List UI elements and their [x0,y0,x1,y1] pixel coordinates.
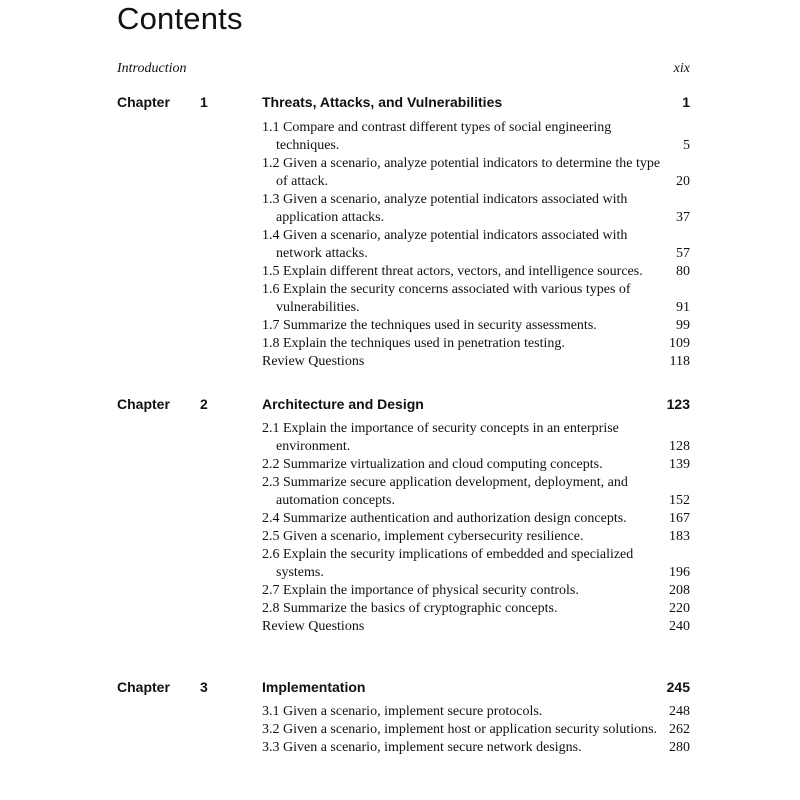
toc-entry-text: 1.6 Explain the security concerns associated with various types of vulnerabilities. [262,282,631,315]
toc-entry-page-number: 196 [669,565,690,580]
introduction-label: Introduction [117,61,187,76]
toc-entry[interactable] [262,281,690,317]
toc-entry-page-number: 109 [669,336,690,351]
toc-entry-text: Review Questions [262,354,365,369]
chapter-label: Chapter [117,94,170,110]
toc-entry[interactable] [262,618,690,636]
toc-entry-page-number: 248 [669,704,690,719]
toc-entry-text: Review Questions [262,619,365,634]
chapter-title: Implementation [262,679,366,695]
toc-entry-page-number: 80 [676,264,690,279]
toc-entry[interactable] [262,600,690,618]
toc-entry-page-number: 262 [669,722,690,737]
chapter-page-number: 1 [682,94,690,110]
toc-entry[interactable] [262,420,690,456]
toc-entry-page-number: 91 [676,300,690,315]
toc-entry-page-number: 128 [669,439,690,454]
toc-entry[interactable] [262,263,690,281]
toc-entry[interactable] [262,119,690,155]
toc-entry[interactable] [262,528,690,546]
toc-entry-page-number: 220 [669,601,690,616]
chapter-title: Threats, Attacks, and Vulnerabilities [262,94,503,110]
toc-entry[interactable] [262,335,690,353]
toc-entry-page-number: 280 [669,740,690,755]
chapter-number: 3 [200,679,208,695]
toc-entry-page-number: 183 [669,529,690,544]
toc-entry-page-number: 118 [669,354,690,369]
toc-entry-text: 2.6 Explain the security implications of embedded and specialized systems. [262,547,634,580]
chapter-3-heading[interactable] [117,679,690,699]
toc-entry-page-number: 139 [669,457,690,472]
toc-entry-page-number: 5 [683,138,690,153]
toc-entry-page-number: 208 [669,583,690,598]
toc-entry-text: 1.4 Given a scenario, analyze potential indicators associated with network attacks. [262,228,628,261]
chapter-page-number: 123 [666,396,690,412]
toc-entry[interactable] [262,353,690,371]
toc-entry-text: 1.8 Explain the techniques used in penetration testing. [262,336,565,351]
toc-entry-text: 2.3 Summarize secure application development, deployment, and automation concepts. [262,475,628,508]
toc-entry-text: 2.5 Given a scenario, implement cybersecurity resilience. [262,529,584,544]
toc-entry-text: 3.3 Given a scenario, implement secure network designs. [262,740,582,755]
toc-entry-page-number: 99 [676,318,690,333]
chapter-1-entries [262,119,690,371]
toc-entry-text: 1.2 Given a scenario, analyze potential indicators to determine the type of attack. [262,156,661,189]
toc-entry-text: 2.4 Summarize authentication and authorization design concepts. [262,511,627,526]
chapter-1-heading[interactable] [117,94,690,114]
toc-entry-page-number: 37 [676,210,690,225]
page-title: Contents [117,1,243,36]
toc-entry[interactable] [262,703,690,721]
chapter-3-entries [262,703,690,757]
toc-entry-page-number: 57 [676,246,690,261]
toc-entry-text: 1.1 Compare and contrast different types of social engineering techniques. [262,120,612,153]
toc-entry-text: 1.3 Given a scenario, analyze potential indicators associated with application attacks. [262,192,628,225]
toc-entry[interactable] [262,474,690,510]
chapter-number: 2 [200,396,208,412]
toc-entry[interactable] [262,155,690,191]
chapter-2-entries [262,420,690,636]
introduction-entry[interactable] [117,61,690,81]
toc-entry[interactable] [262,227,690,263]
chapter-2-heading[interactable] [117,396,690,416]
toc-entry-page-number: 167 [669,511,690,526]
toc-entry-text: 1.7 Summarize the techniques used in security assessments. [262,318,597,333]
toc-entry[interactable] [262,739,690,757]
toc-entry[interactable] [262,191,690,227]
toc-entry[interactable] [262,456,690,474]
introduction-page-number: xix [673,61,690,76]
toc-entry-text: 2.2 Summarize virtualization and cloud computing concepts. [262,457,603,472]
toc-entry[interactable] [262,546,690,582]
toc-entry-text: 3.2 Given a scenario, implement host or application security solutions. [262,722,658,737]
toc-entry-text: 1.5 Explain different threat actors, vectors, and intelligence sources. [262,264,643,279]
chapter-label: Chapter [117,396,170,412]
toc-entry-text: 2.1 Explain the importance of security concepts in an enterprise environment. [262,421,619,454]
toc-entry[interactable] [262,721,690,739]
toc-entry-text: 3.1 Given a scenario, implement secure protocols. [262,704,543,719]
toc-entry[interactable] [262,510,690,528]
chapter-page-number: 245 [666,679,690,695]
toc-entry[interactable] [262,582,690,600]
toc-entry-page-number: 20 [676,174,690,189]
chapter-number: 1 [200,94,208,110]
toc-entry[interactable] [262,317,690,335]
toc-entry-text: 2.7 Explain the importance of physical security controls. [262,583,579,598]
chapter-title: Architecture and Design [262,396,424,412]
toc-entry-page-number: 240 [669,619,690,634]
toc-entry-page-number: 152 [669,493,690,508]
chapter-label: Chapter [117,679,170,695]
toc-entry-text: 2.8 Summarize the basics of cryptographic concepts. [262,601,558,616]
